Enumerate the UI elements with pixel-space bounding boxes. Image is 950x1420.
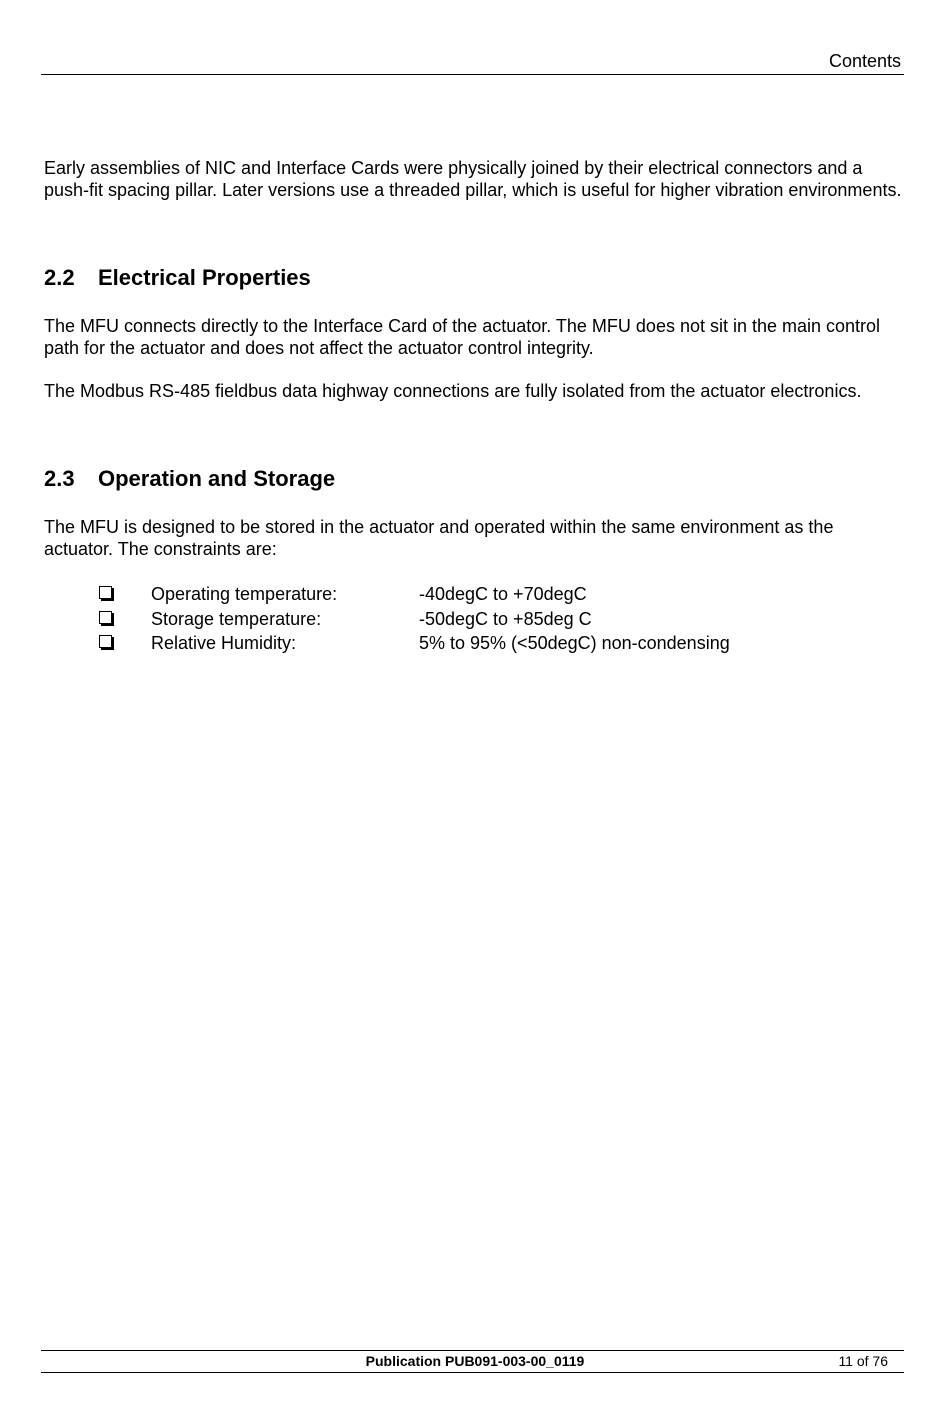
page-number: 11 of 76 [838,1353,888,1369]
section-number: 2.2 [44,265,75,290]
running-header: Contents [828,51,901,71]
electrical-paragraph-1: The MFU connects directly to the Interface Card of the actuator. The MFU does not sit in the main control path for the actuator and does not affect the actuator control integrity. [44,316,881,358]
header-rule [41,74,904,75]
electrical-paragraph-2: The Modbus RS-485 fieldbus data highway connections are fully isolated from the actuator electronics. [44,381,862,401]
section-number: 2.3 [44,466,75,491]
section-heading-electrical-properties [44,265,311,291]
section-heading-operation-storage [44,466,335,492]
intro-paragraph: Early assemblies of NIC and Interface Cards were physically joined by their electrical connectors and a push-fit spacing pillar. Later versions use a threaded pillar, which is useful for higher vibration environments. [44,158,902,200]
constraint-label: Relative Humidity: [151,633,297,653]
checkbox-square-icon [99,611,112,624]
footer-rule-top [41,1350,904,1351]
constraint-value: 5% to 95% (<50degC) non-condensing [419,633,730,653]
section-title: Operation and Storage [98,466,336,491]
publication-id: Publication PUB091-003-00_0119 [365,1353,585,1369]
constraint-label: Storage temperature: [151,608,322,629]
checkbox-square-icon [99,586,112,599]
operation-paragraph: The MFU is designed to be stored in the actuator and operated within the same environment as the actuator. The constraints are: [44,517,834,559]
checkbox-square-icon [99,635,112,648]
footer-rule-bottom [41,1372,904,1373]
constraint-value: -50degC to +85deg C [419,608,592,629]
constraint-label: Operating temperature: [151,584,338,604]
constraint-value: -40degC to +70degC [419,584,587,604]
section-title: Electrical Properties [98,265,311,290]
